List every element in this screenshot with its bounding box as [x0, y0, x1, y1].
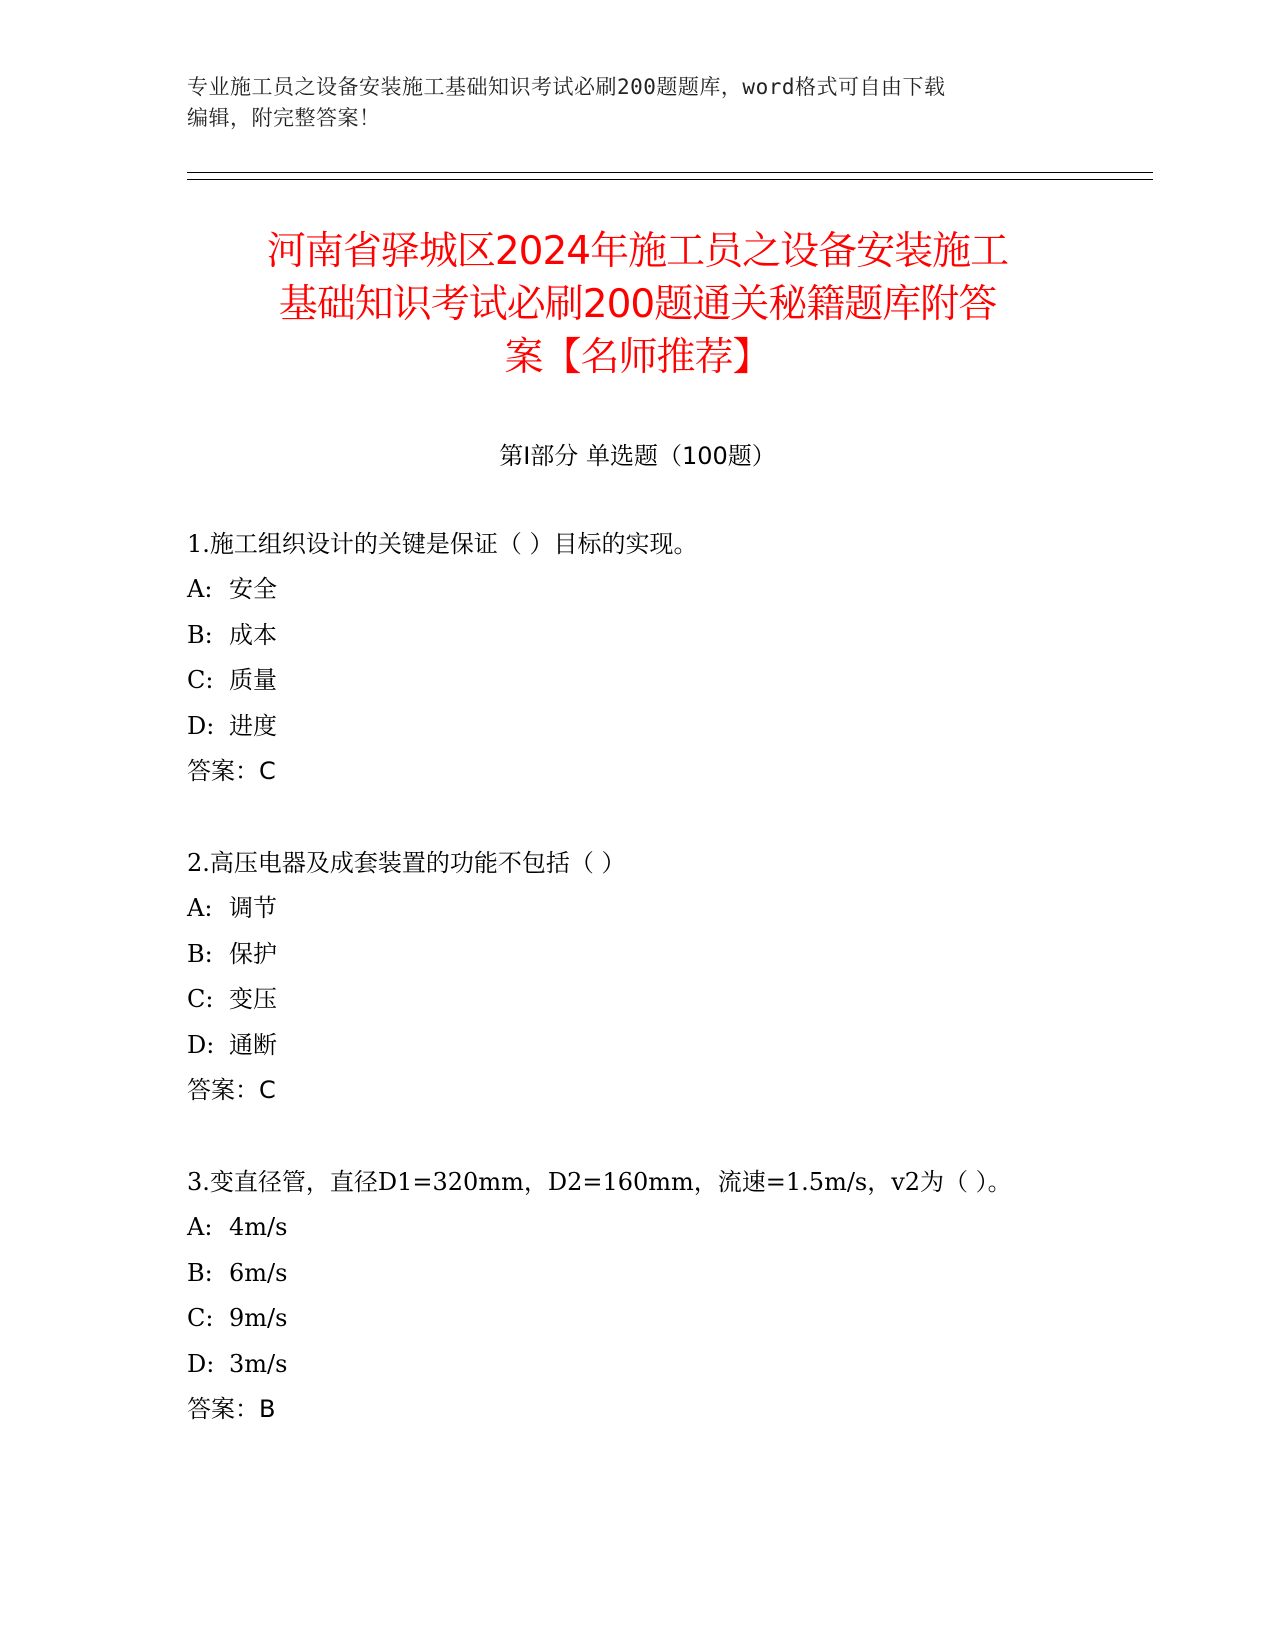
- option-b: [187, 932, 1087, 977]
- option-key: C:: [187, 666, 214, 695]
- option-d: [187, 1023, 1087, 1068]
- option-c: [187, 1296, 1087, 1341]
- option-text: 4m/s: [229, 1213, 288, 1242]
- option-key: B:: [187, 939, 213, 968]
- option-key: C:: [187, 985, 214, 1014]
- header-divider-top: [187, 172, 1153, 173]
- option-b: [187, 1251, 1087, 1296]
- answer: 答案：C: [187, 756, 276, 785]
- question-3: [187, 1160, 1087, 1432]
- header-line-2: 编辑，附完整答案！: [187, 106, 381, 130]
- answer: 答案：C: [187, 1075, 276, 1104]
- option-key: C:: [187, 1304, 214, 1333]
- option-b: [187, 613, 1087, 658]
- option-text: 通断: [229, 1030, 277, 1059]
- option-d: [187, 704, 1087, 749]
- option-text: 质量: [229, 666, 277, 695]
- question-stem: 2.高压电器及成套装置的功能不包括（ ）: [187, 849, 626, 877]
- document-header: [187, 72, 1087, 134]
- option-key: D:: [187, 1349, 215, 1378]
- option-text: 进度: [229, 711, 277, 740]
- title-line-1: 河南省驿城区2024年施工员之设备安装施工: [266, 229, 1009, 274]
- question-stem: 1.施工组织设计的关键是保证（ ）目标的实现。: [187, 530, 698, 558]
- option-text: 3m/s: [229, 1349, 288, 1378]
- option-key: A:: [187, 1213, 213, 1242]
- option-key: D:: [187, 1030, 215, 1059]
- option-text: 变压: [229, 985, 277, 1014]
- header-line-1: 专业施工员之设备安装施工基础知识考试必刷200题题库，word格式可自由下载: [187, 75, 946, 99]
- header-divider-bottom: [187, 179, 1153, 180]
- option-a: [187, 567, 1087, 612]
- option-c: [187, 658, 1087, 703]
- option-key: A:: [187, 575, 213, 604]
- section-title: 第Ⅰ部分 单选题（100题）: [499, 442, 776, 470]
- title-line-3: 案【名师推荐】: [504, 335, 771, 380]
- option-text: 9m/s: [229, 1304, 288, 1333]
- option-key: D:: [187, 711, 215, 740]
- answer: 答案：B: [187, 1394, 276, 1423]
- option-text: 保护: [229, 939, 277, 968]
- title-line-2: 基础知识考试必刷200题通关秘籍题库附答: [278, 282, 997, 327]
- option-text: 6m/s: [229, 1258, 288, 1287]
- option-text: 调节: [229, 894, 277, 923]
- option-key: B:: [187, 1258, 213, 1287]
- option-key: A:: [187, 894, 213, 923]
- option-d: [187, 1342, 1087, 1387]
- option-text: 成本: [229, 620, 277, 649]
- option-c: [187, 977, 1087, 1022]
- question-1: [187, 522, 1087, 794]
- option-key: B:: [187, 620, 213, 649]
- option-text: 安全: [229, 575, 277, 604]
- question-stem: 3.变直径管，直径D1=320mm，D2=160mm，流速=1.5m/s，v2为（ ）。: [187, 1168, 1012, 1196]
- question-2: [187, 841, 1087, 1113]
- option-a: [187, 886, 1087, 931]
- document-title: [180, 225, 1095, 384]
- option-a: [187, 1205, 1087, 1250]
